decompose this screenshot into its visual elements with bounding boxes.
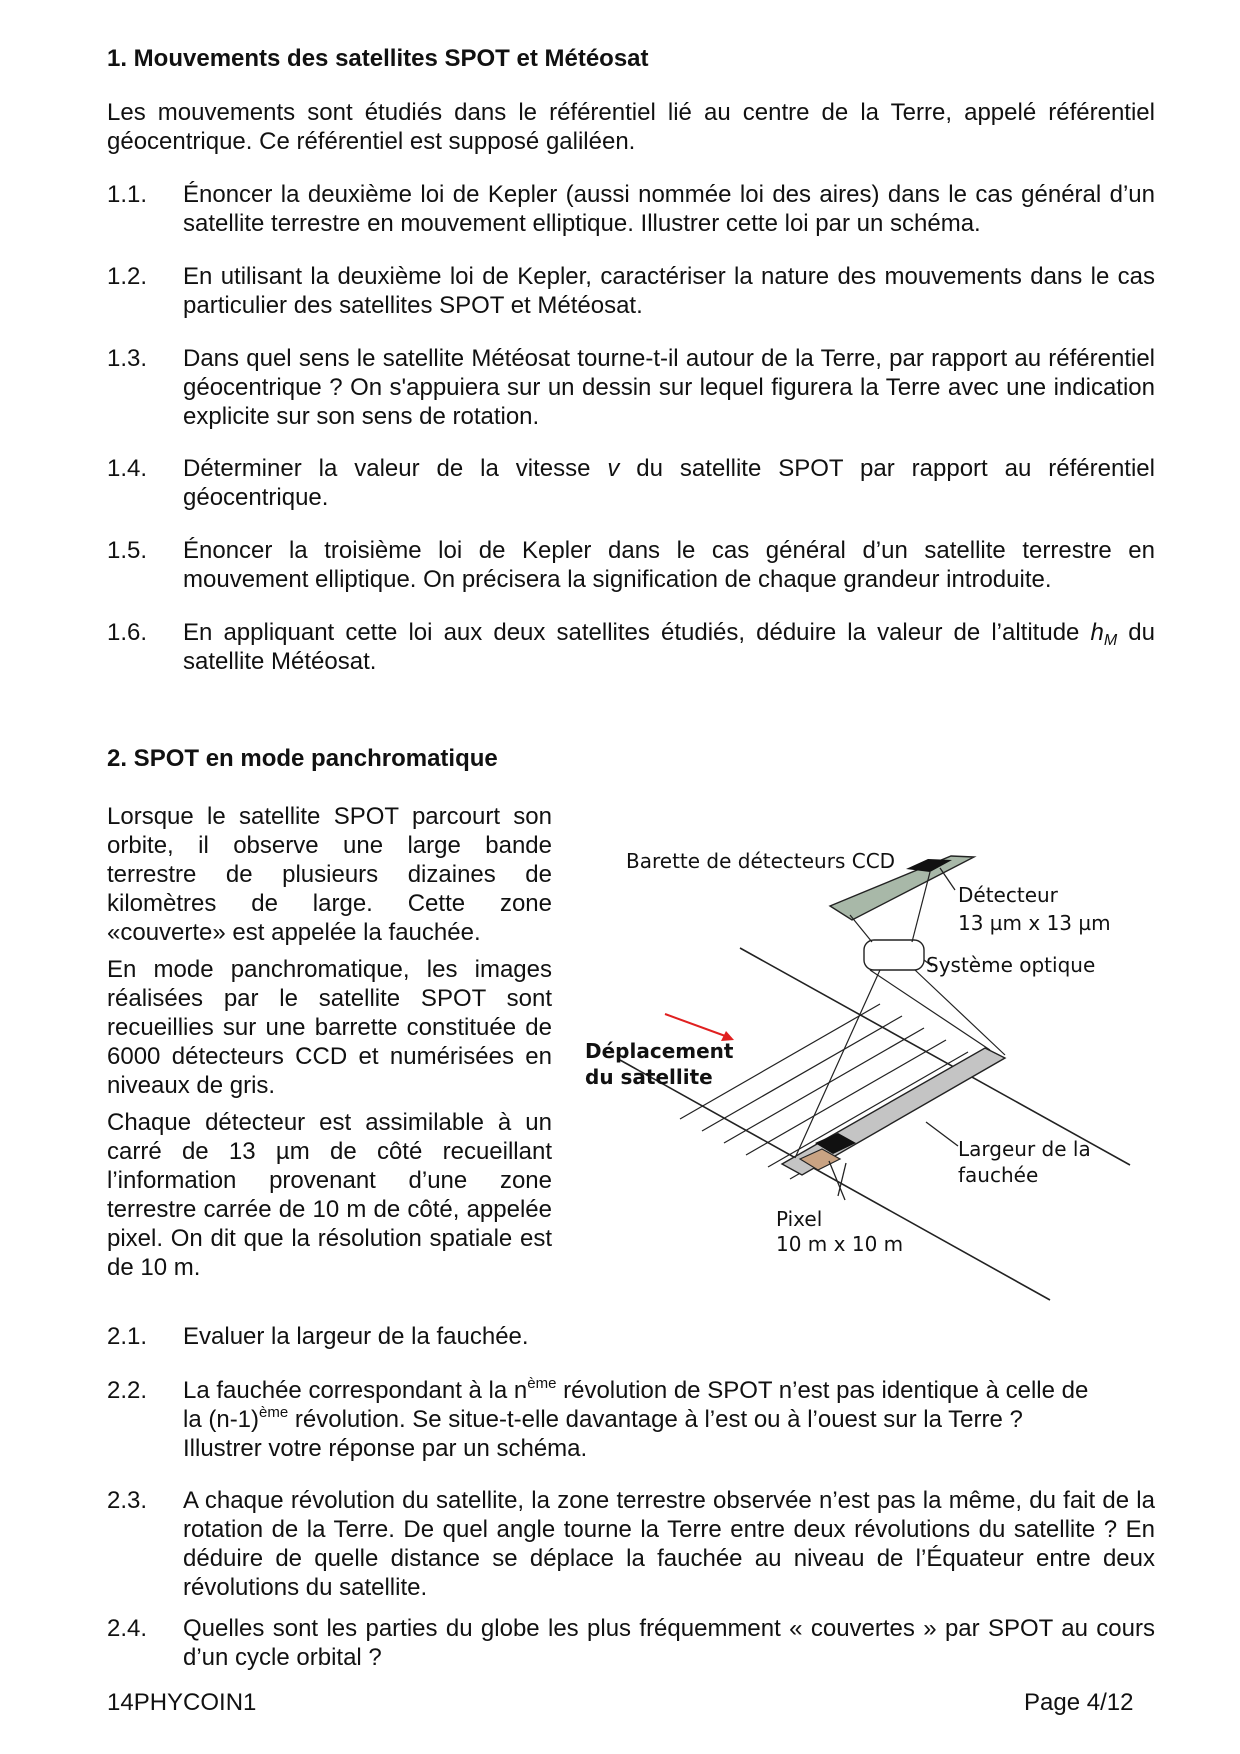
question-number: 2.4. — [107, 1615, 148, 1642]
label-deplacement-2: du satellite — [585, 1065, 713, 1089]
label-detecteur-size: 13 µm x 13 µm — [958, 911, 1111, 935]
question-number: 1.5. — [107, 537, 148, 564]
optical-system-icon — [864, 940, 924, 970]
question-number: 1.1. — [107, 181, 148, 208]
label-largeur-1: Largeur de la — [958, 1137, 1091, 1161]
label-pixel: Pixel — [776, 1207, 823, 1231]
label-pixel-size: 10 m x 10 m — [776, 1232, 904, 1256]
section-1-intro: Les mouvements sont étudiés dans le référentiel lié au centre de la Terre, appelé référentiel géocentrique. Ce référentiel est supposé galiléen. — [107, 99, 1155, 155]
section-1-title: 1. Mouvements des satellites SPOT et Météosat — [107, 45, 649, 72]
footer-code: 14PHYCOIN1 — [107, 1689, 257, 1716]
question-text: Evaluer la largeur de la fauchée. — [183, 1323, 529, 1350]
section-2-paragraph-2: En mode panchromatique, les images réalisées par le satellite SPOT sont recueillies sur une barrette constituée de 6000 détecteurs CCD et numérisées en niveaux de gris. — [107, 956, 552, 1099]
label-optique: Système optique — [926, 953, 1096, 977]
question-number: 1.2. — [107, 263, 148, 290]
direction-arrow — [665, 1014, 728, 1037]
question-number: 2.3. — [107, 1487, 148, 1514]
question-number: 2.2. — [107, 1377, 148, 1404]
section-2-title: 2. SPOT en mode panchromatique — [107, 745, 498, 772]
question-text: A chaque révolution du satellite, la zone terrestre observée n’est pas la même, du fait de la rotation de la Terre. De quel angle tourne la Terre entre deux révolutions du satellite ? En déduire de quelle distance se déplace la fauchée au niveau de l’Équateur entre deux révolutions du satellite. — [183, 1487, 1155, 1601]
label-detecteur: Détecteur — [958, 883, 1058, 907]
question-number: 2.1. — [107, 1323, 148, 1350]
label-deplacement-1: Déplacement — [585, 1039, 734, 1063]
question-text: Quelles sont les parties du globe les plus fréquemment « couvertes » par SPOT au cours d’un cycle orbital ? — [183, 1615, 1155, 1671]
question-number: 1.6. — [107, 619, 148, 646]
ground-line-top — [740, 948, 1130, 1165]
question-number: 1.4. — [107, 455, 148, 482]
question-text: Déterminer la valeur de la vitesse v du satellite SPOT par rapport au référentiel géocentrique. — [183, 455, 1155, 511]
question-text: En utilisant la deuxième loi de Kepler, caractériser la nature des mouvements dans le cas particulier des satellites SPOT et Météosat. — [183, 263, 1155, 319]
question-text: Dans quel sens le satellite Météosat tourne-t-il autour de la Terre, par rapport au référentiel géocentrique ? On s'appuiera sur un dessin sur lequel figurera la Terre avec une indication explicite sur son sens de rotation. — [183, 345, 1155, 430]
question-text: La fauchée correspondant à la $n^{ème}$ révolution de SPOT n’est pas identique à celle de la $(n-1)^{ème}$ révolution. Se situe-t-elle davantage à l’est ou à l’ouest sur la Terre ? Illustrer votre réponse par un schéma. — [183, 1375, 1089, 1462]
label-largeur-2: fauchée — [958, 1163, 1039, 1187]
footer-page-number: Page 4/12 — [1024, 1689, 1134, 1716]
question-text: Énoncer la troisième loi de Kepler dans le cas général d’un satellite terrestre en mouvement elliptique. On précisera la signification de chaque grandeur introduite. — [183, 537, 1155, 593]
question-text: Énoncer la deuxième loi de Kepler (aussi nommée loi des aires) dans le cas général d’un satellite terrestre en mouvement elliptique. Illustrer cette loi par un schéma. — [183, 181, 1155, 237]
section-2-paragraph-1: Lorsque le satellite SPOT parcourt son orbite, il observe une large bande terrestre de plusieurs dizaines de kilomètres de large. Cette zone «couverte» est appelée la fauchée. — [107, 803, 552, 946]
question-text: En appliquant cette loi aux deux satellites étudiés, déduire la valeur de l’altitude $h_M$ du satellite Météosat. — [183, 619, 1155, 675]
section-2-paragraph-3: Chaque détecteur est assimilable à un carré de 13 µm de côté recueillant l’information provenant d’une zone terrestre carrée de 10 m de côté, appelée pixel. On dit que la résolution spatiale est de 10 m. — [107, 1109, 552, 1281]
label-barette: Barette de détecteurs CCD — [626, 849, 896, 873]
question-number: 1.3. — [107, 345, 148, 372]
